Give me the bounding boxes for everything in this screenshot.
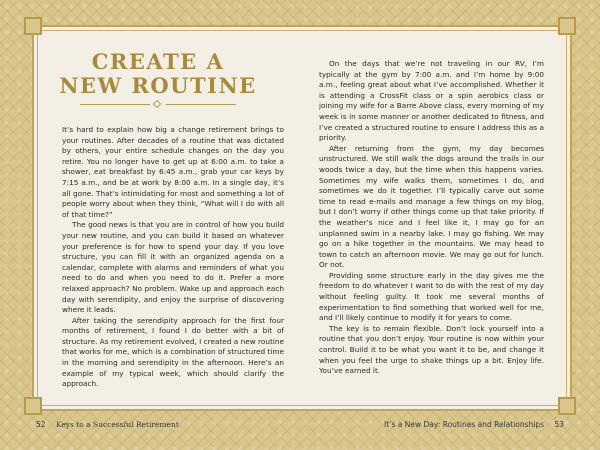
left-footer xyxy=(36,420,179,429)
paragraph: The good news is that you are in control of how you build your new routine, and you can build it based on whatever your preference is for how to spend your day. If you love structure, you can fill it with an organized agenda on a calendar, complete with alarms and reminders of what you need to do and when you need to do it. Prefer a more relaxed approach? No problem. Wake up and approach each day with serendipity, and enjoy the surprise of discovering where it leads. xyxy=(62,220,284,315)
left-column xyxy=(62,125,284,390)
running-head-right: It’s a New Day: Routines and Relationships xyxy=(383,420,545,429)
corner-ornament xyxy=(558,17,576,35)
paragraph: After taking the serendipity approach for the first four months of retirement, I found I do better with a bit of structure. As my retirement evolved, I created a new routine that works for me, which is a combination of structured time in the morning and serendipity in the afternoon. Here’s an example of my typical week, which should clarify the approach. xyxy=(62,315,284,389)
right-column xyxy=(319,59,544,377)
chapter-title-line-2: NEW ROUTINE xyxy=(59,73,257,98)
paragraph: It’s hard to explain how big a change retirement brings to your routines. After decades of a routine that was dictated by others, your entire schedule changes on the day you retire. You no longer have to get up at 6:00 a.m. to take a shower, eat breakfast by 6:45 a.m., grab your car keys by 7:15 a.m., and be at work by 8:00 a.m. In a single day, it’s all gone. That’s intimidating for most and something a lot of people worry about when they think, “What will I do with all of that time?” xyxy=(62,125,284,219)
title-divider xyxy=(80,102,236,108)
chapter-title xyxy=(58,50,258,98)
paragraph: After returning from the gym, my day becomes unstructured. We still walk the dogs around the trails in our woods twice a day, but the time when this happens varies. Sometimes my wife walks them, sometimes I do, and sometimes we do it together. I’ll typically carve out some time to read e-mails and manage a few things on my blog, but I don’t worry if other things come up that take priority. If the weather’s nice and I feel like it, I may go for an unplanned swim in a nearby lake. I may go fishing. We may go on a hike together in the mountains. We may head to town to catch an afternoon movie. We may go out for lunch. Or not. xyxy=(319,143,544,270)
paragraph: On the days that we’re not traveling in our RV, I’m typically at the gym by 7:00 a.m. and I’m home by 9:00 a.m., feeling great about what I’ve accomplished. Whether it is attending a CrossFit class or a spin aerobics class or joining my wife for a Barre Above class, every morning of my week is in some manner or another dedicated to fitness, and I’ve created a structured routine to ensure I address this as a priority. xyxy=(319,59,544,143)
paragraph: Providing some structure early in the day gives me the freedom to do whatever I want to do with the rest of my day without feeling guilty. It took me several months of experimentation to find something that worked well for me, and I’ll likely continue to modify it for years to come. xyxy=(319,270,544,323)
diamond-icon xyxy=(153,100,161,108)
right-footer xyxy=(384,420,564,429)
page-number-right: 53 xyxy=(554,420,564,429)
corner-ornament xyxy=(558,397,576,415)
corner-ornament xyxy=(24,17,42,35)
chapter-title-line-1: CREATE A xyxy=(91,49,225,74)
corner-ornament xyxy=(24,397,42,415)
page-number-left: 52 xyxy=(36,420,46,429)
paragraph: The key is to remain flexible. Don’t lock yourself into a routine that you don’t enjoy. Your routine is now within your control. Build it to be what you want it to be, and change it when you feel the urge to shake things up a bit. Enjoy life. You’ve earned it. xyxy=(319,323,544,376)
running-head-left: Keys to a Successful Retirement xyxy=(55,420,179,429)
